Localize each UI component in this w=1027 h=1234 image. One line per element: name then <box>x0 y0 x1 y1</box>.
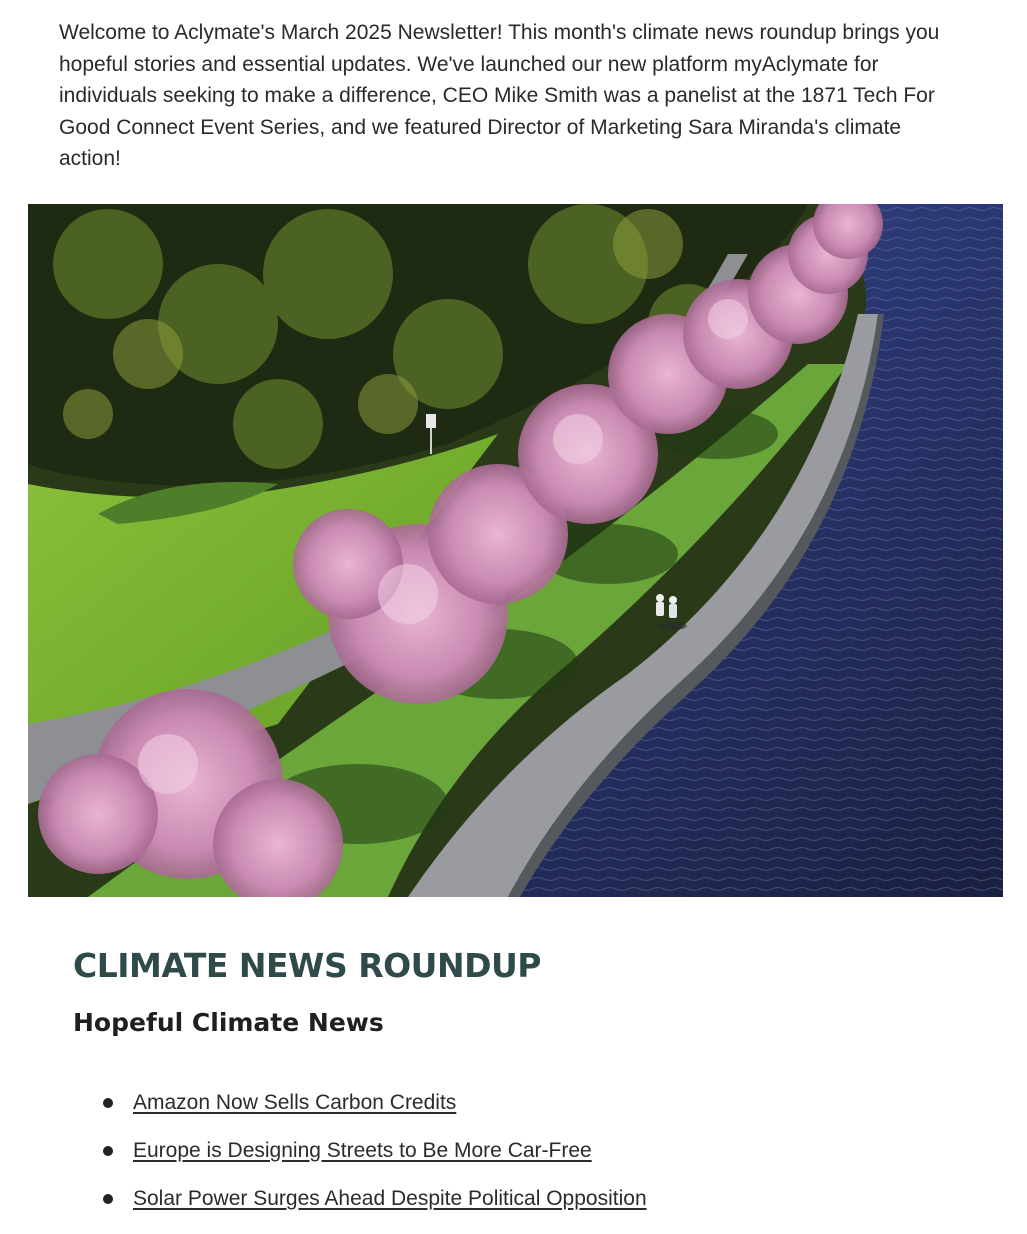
news-link-solar-power-surges[interactable]: Solar Power Surges Ahead Despite Political Opposition <box>133 1187 647 1210</box>
bullet-icon <box>103 1146 113 1156</box>
bullet-icon <box>103 1194 113 1204</box>
list-item <box>73 1132 953 1180</box>
news-link-amazon-carbon-credits[interactable]: Amazon Now Sells Carbon Credits <box>133 1091 457 1114</box>
section-subtitle: Hopeful Climate News <box>73 1008 384 1037</box>
list-item <box>73 1084 953 1132</box>
list-item <box>73 1180 953 1228</box>
bullet-icon <box>103 1098 113 1108</box>
news-link-europe-car-free-streets[interactable]: Europe is Designing Streets to Be More Car-Free <box>133 1139 592 1162</box>
section-title: CLIMATE NEWS ROUNDUP <box>73 946 541 985</box>
intro-paragraph: Welcome to Aclymate's March 2025 Newsletter! This month's climate news roundup brings you hopeful stories and essential updates. We've launched our new platform myAclymate for individuals seeking to make a difference, CEO Mike Smith was a panelist at the 1871 Tech For Good Connect Event Series, and we featured Director of Marketing Sara Miranda's climate action! <box>59 21 940 170</box>
news-link-list <box>73 1084 953 1228</box>
hero-image <box>28 204 1003 897</box>
